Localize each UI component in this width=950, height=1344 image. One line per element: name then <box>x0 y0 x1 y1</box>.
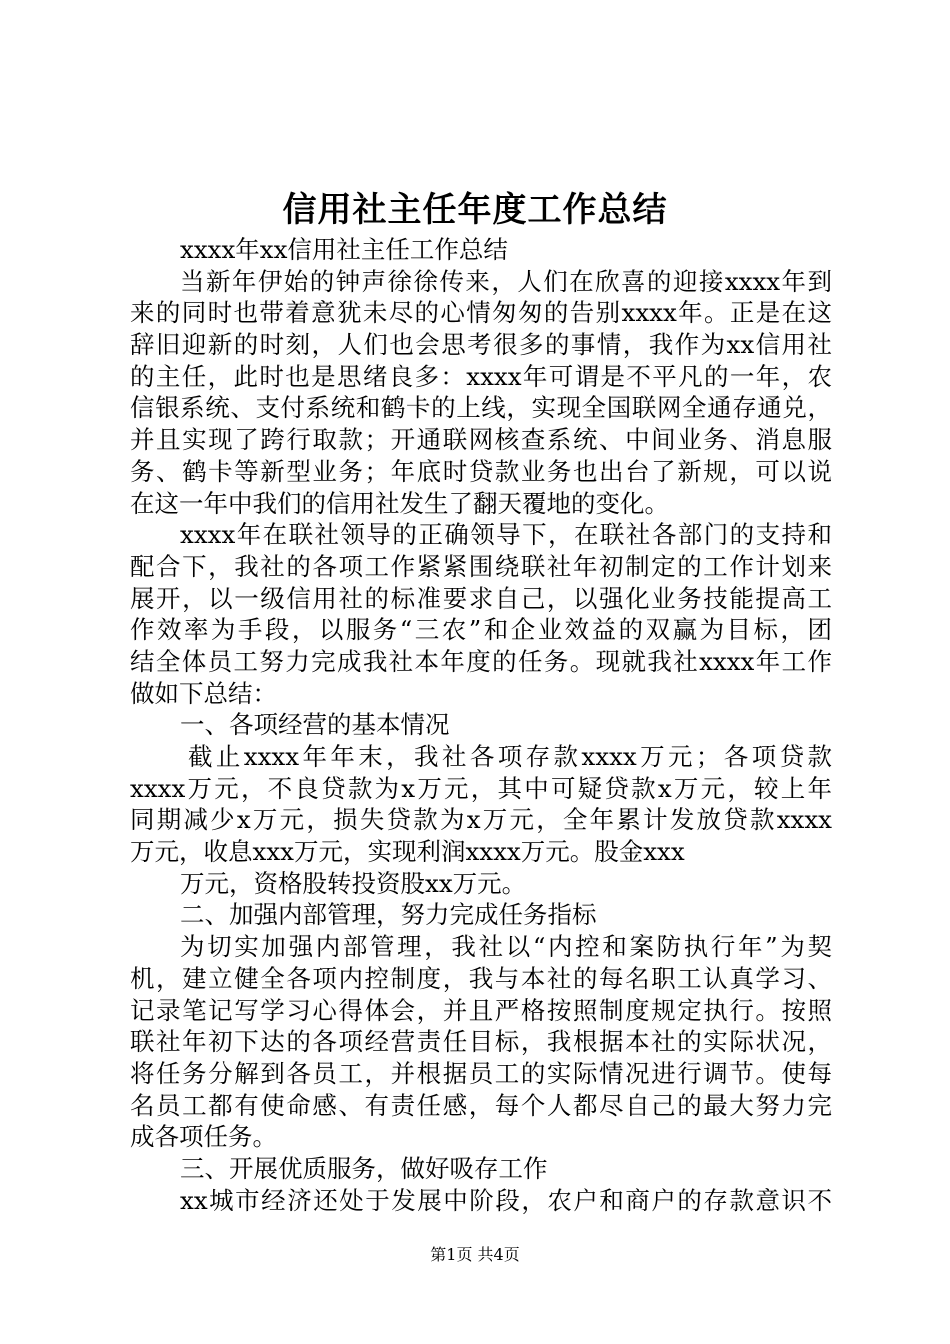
page-footer: 第1页 共4页 <box>430 1245 520 1264</box>
paragraph-line: 结全体员工努力完成我社本年度的任务。现就我社xxxx年工作 <box>130 646 832 676</box>
paragraph-line: 成各项任务。 <box>130 1122 277 1152</box>
paragraph-line: 做如下总结： <box>130 678 277 708</box>
subtitle-line: xxxx年xx信用社主任工作总结 <box>180 235 508 264</box>
paragraph-line: 为切实加强内部管理，我社以“内控和案防执行年”为契 <box>180 932 832 962</box>
paragraph-line: xxxx年在联社领导的正确领导下，在联社各部门的支持和 <box>180 520 832 550</box>
paragraph-line: 信银系统、支付系统和鹤卡的上线，实现全国联网全通存通兑， <box>130 393 832 423</box>
paragraph-line: 将任务分解到各员工，并根据员工的实际情况进行调节。使每 <box>130 1058 832 1088</box>
section-heading: 二、加强内部管理，努力完成任务指标 <box>180 900 597 930</box>
paragraph-line: 机，建立健全各项内控制度，我与本社的每名职工认真学习、 <box>130 963 832 993</box>
paragraph-line: 截止xxxx年年末，我社各项存款xxxx万元；各项贷款 <box>188 742 832 771</box>
paragraph-line: 万元，资格股转投资股xx万元。 <box>180 868 527 898</box>
paragraph-line: 作效率为手段，以服务“三农”和企业效益的双赢为目标，团 <box>130 615 832 645</box>
document-title: 信用社主任年度工作总结 <box>282 190 668 230</box>
paragraph-line: 来的同时也带着意犹未尽的心情匆匆的告别xxxx年。正是在这 <box>130 298 832 328</box>
paragraph-line: xxxx万元，不良贷款为x万元，其中可疑贷款x万元，较上年 <box>130 773 832 803</box>
paragraph-line: 展开，以一级信用社的标准要求自己，以强化业务技能提高工 <box>130 583 832 613</box>
paragraph-line: 辞旧迎新的时刻，人们也会思考很多的事情，我作为xx信用社 <box>130 330 832 360</box>
paragraph-line: 当新年伊始的钟声徐徐传来，人们在欣喜的迎接xxxx年到 <box>180 266 832 296</box>
paragraph-line: 名员工都有使命感、有责任感，每个人都尽自己的最大努力完 <box>130 1090 832 1120</box>
section-heading: 一、各项经营的基本情况 <box>180 710 450 740</box>
paragraph-line: 万元，收息xxx万元，实现利润xxxx万元。股金xxx <box>130 837 685 867</box>
paragraph-line: xx城市经济还处于发展中阶段，农户和商户的存款意识不 <box>180 1185 832 1215</box>
paragraph-line: 的主任，此时也是思绪良多：xxxx年可谓是不平凡的一年，农 <box>130 361 832 391</box>
paragraph-line: 配合下，我社的各项工作紧紧围绕联社年初制定的工作计划来 <box>130 551 832 581</box>
paragraph-line: 在这一年中我们的信用社发生了翻天覆地的变化。 <box>130 488 669 518</box>
paragraph-line: 记录笔记写学习心得体会，并且严格按照制度规定执行。按照 <box>130 995 832 1025</box>
paragraph-line: 并且实现了跨行取款；开通联网核查系统、中间业务、消息服 <box>130 425 832 455</box>
paragraph-line: 联社年初下达的各项经营责任目标，我根据本社的实际状况， <box>130 1027 832 1057</box>
section-heading: 三、开展优质服务，做好吸存工作 <box>180 1153 548 1183</box>
document-body <box>130 234 832 1216</box>
paragraph-line: 务、鹤卡等新型业务；年底时贷款业务也出台了新规，可以说 <box>130 456 832 486</box>
paragraph-line: 同期减少x万元，损失贷款为x万元，全年累计发放贷款xxxx <box>130 805 832 835</box>
